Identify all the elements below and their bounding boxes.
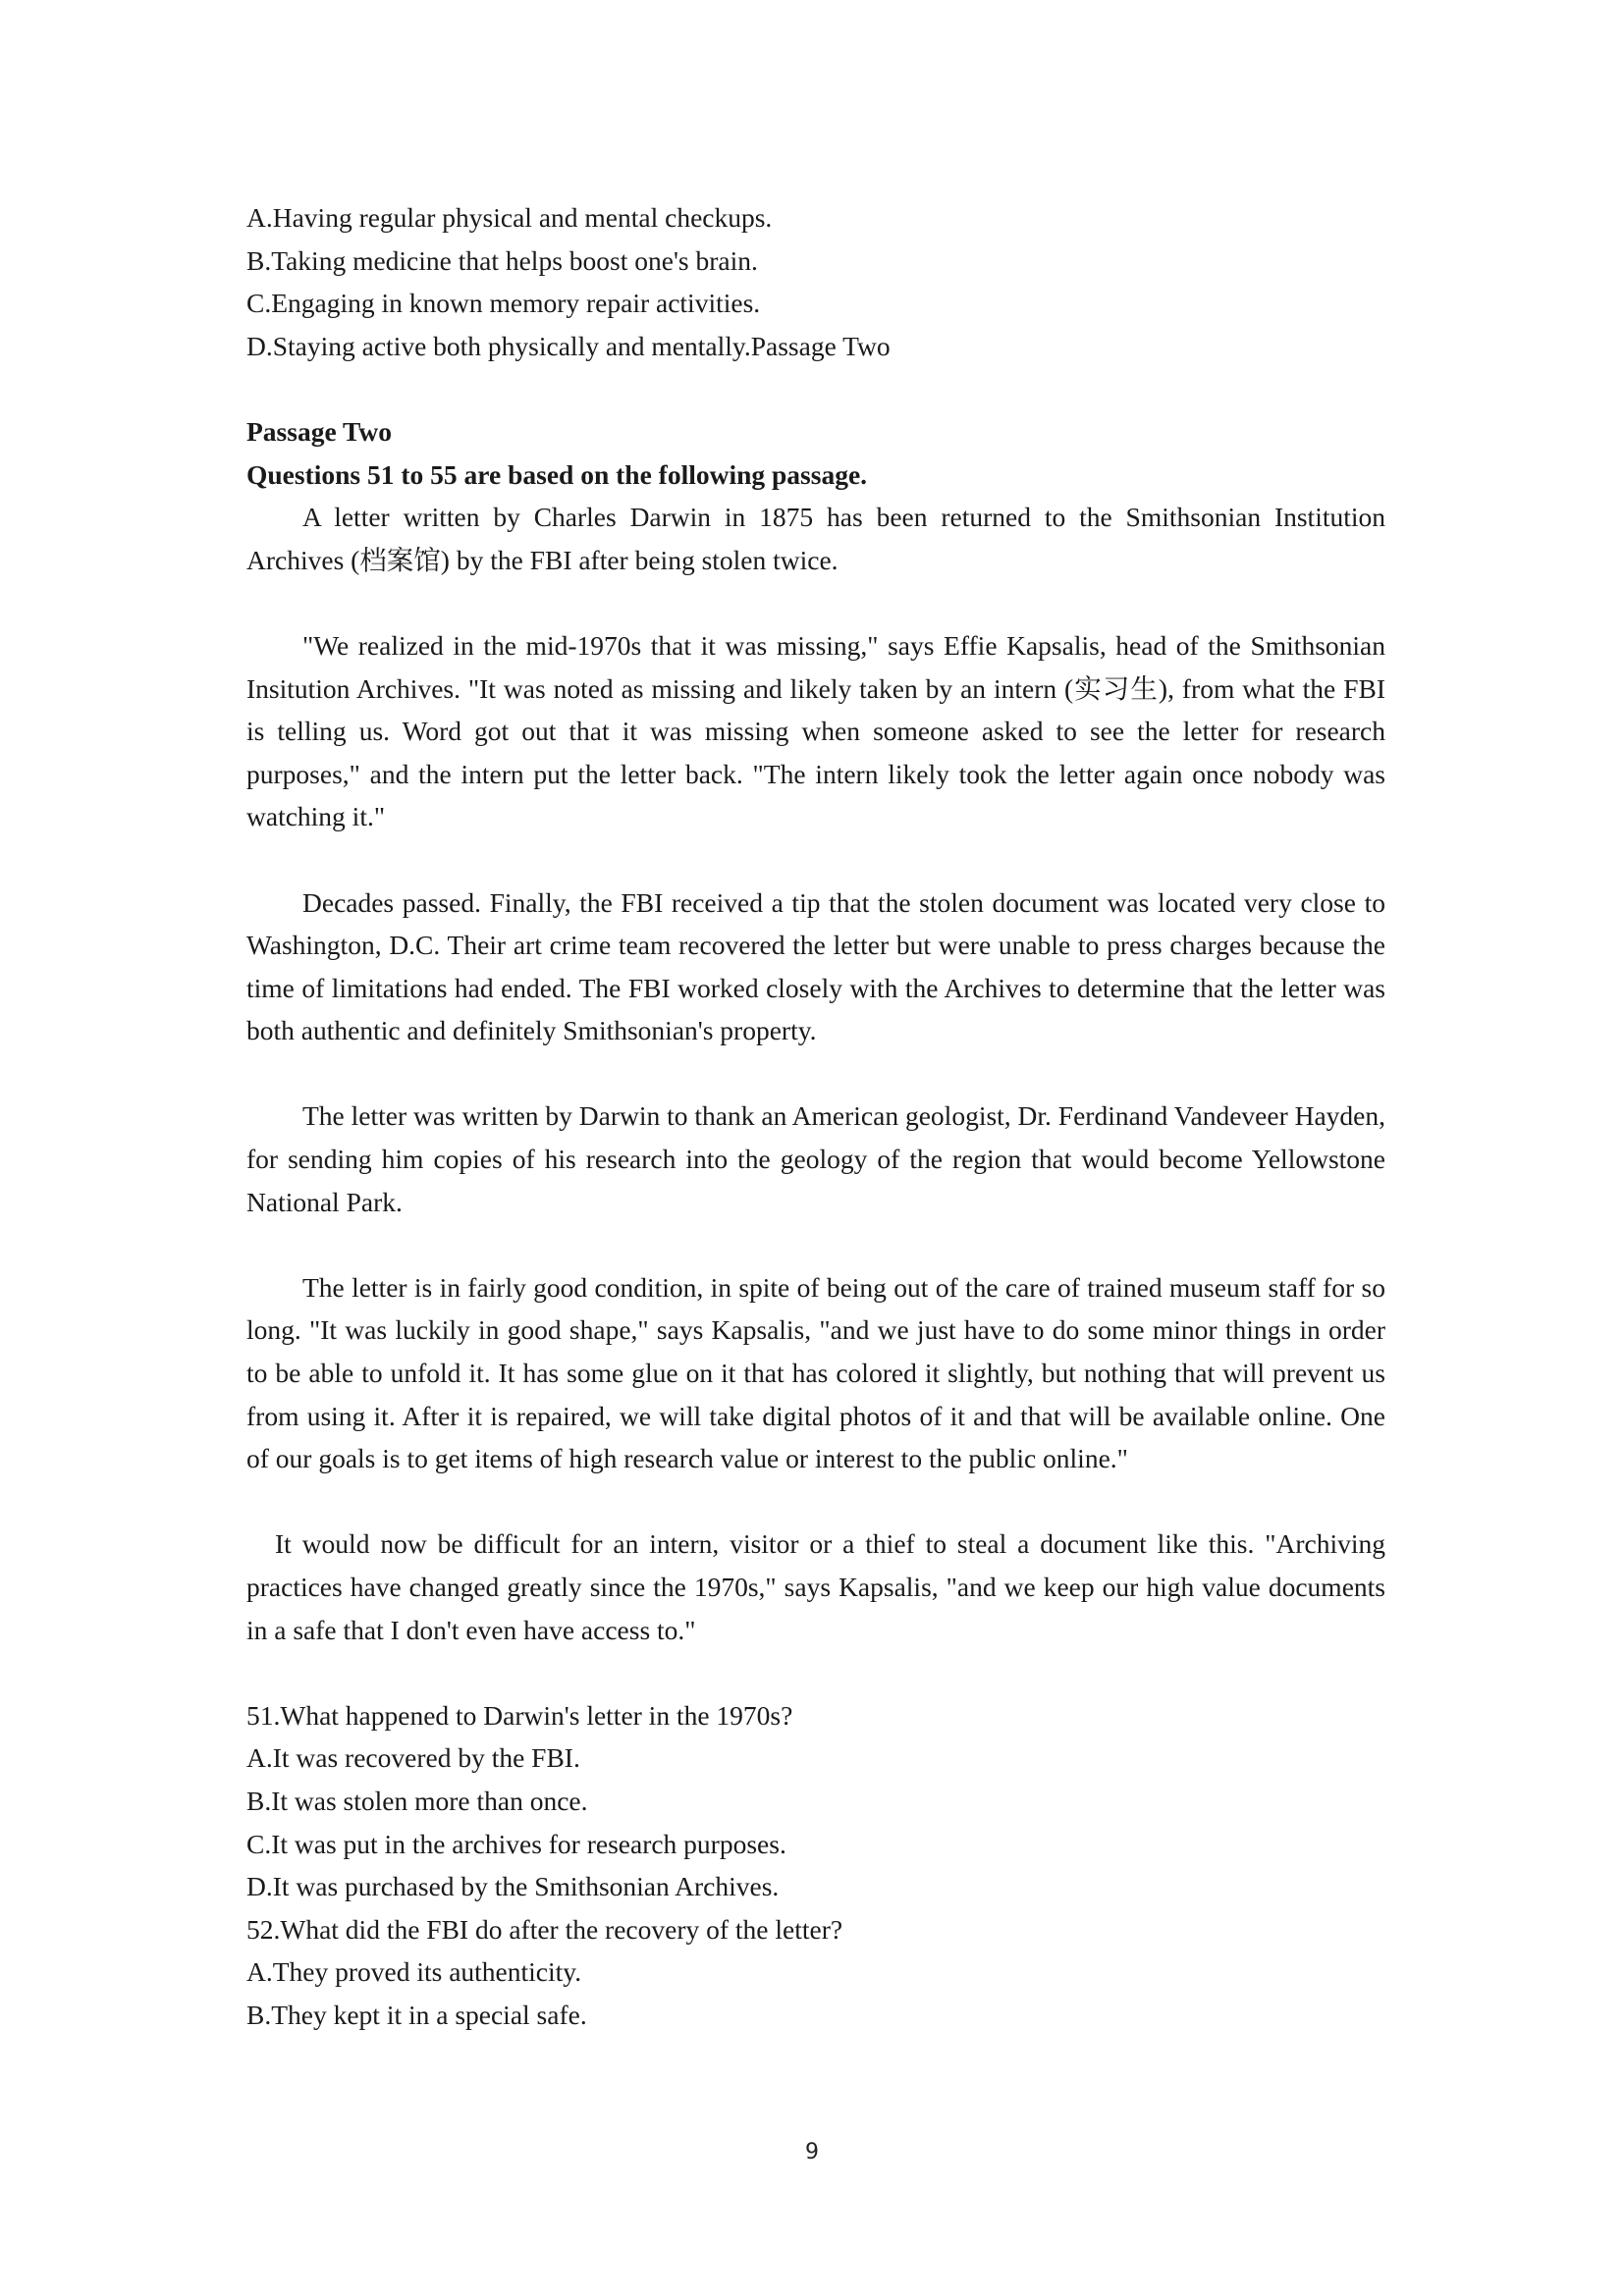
- passage-paragraph-4: The letter was written by Darwin to thank an American geologist, Dr. Ferdinand Vandeveer Hayden, for sending him copies of his research into the geology of the region that would become Yellowstone National Park.: [246, 1100, 1385, 1217]
- section-title: Passage Two: [246, 415, 392, 447]
- question-51: [246, 1694, 1385, 1908]
- section-instruction: Questions 51 to 55 are based on the following passage.: [246, 458, 868, 490]
- option-c: C.It was put in the archives for research purposes.: [246, 1828, 786, 1859]
- option-a: A.It was recovered by the FBI.: [246, 1742, 580, 1774]
- question-stem: 52.What did the FBI do after the recovery of the letter?: [246, 1913, 843, 1945]
- previous-question-options: [246, 196, 1385, 367]
- option-d: D.Staying active both physically and mentally.Passage Two: [246, 330, 891, 361]
- passage-paragraph-3: Decades passed. Finally, the FBI received a tip that the stolen document was located very close to Washington, D.C. Their art crime team recovered the letter but were unable to press charges because the time of limitations had ended. The FBI worked closely with the Archives to determine that the letter was both authentic and definitely Smithsonian's property.: [246, 886, 1385, 1046]
- page-number: 9: [805, 2140, 819, 2164]
- option-b: B.They kept it in a special safe.: [246, 1999, 587, 2030]
- option-c: C.Engaging in known memory repair activities.: [246, 288, 761, 319]
- option-b: B.It was stolen more than once.: [246, 1785, 588, 1816]
- passage-paragraph-1: A letter written by Charles Darwin in 1875 has been returned to the Smithsonian Institution Archives (档案馆) by the FBI after being stolen twice.: [246, 502, 1385, 575]
- passage-paragraph-6: It would now be difficult for an intern, visitor or a thief to steal a document like this. "Archiving practices have changed greatly since the 1970s," says Kapsalis, "and we keep our high value documents in a safe that I don't even have access to.": [246, 1528, 1385, 1645]
- option-a: A.Having regular physical and mental checkups.: [246, 202, 773, 233]
- option-b: B.Taking medicine that helps boost one's brain.: [246, 244, 758, 276]
- option-d: D.It was purchased by the Smithsonian Archives.: [246, 1871, 780, 1902]
- passage-paragraph-5: The letter is in fairly good condition, in spite of being out of the care of trained museum staff for so long. "It was luckily in good shape," says Kapsalis, "and we just have to do some minor things in order to be able to unfold it. It has some glue on it that has colored it slightly, but nothing that will prevent us from using it. After it is repaired, we will take digital photos of it and that will be available online. One of our goals is to get items of high research value or interest to the public online.": [246, 1271, 1385, 1474]
- passage-paragraph-2: "We realized in the mid-1970s that it was missing," says Effie Kapsalis, head of the Smithsonian Insitution Archives. "It was noted as missing and likely taken by an intern (实习生), from what the FBI is telling us. Word got out that it was missing when someone asked to see the letter for research purposes," and the intern put the letter back. "The intern likely took the letter again once nobody was watching it.": [246, 629, 1385, 832]
- question-52: [246, 1908, 1385, 2037]
- document-page: [246, 196, 1385, 2037]
- option-a: A.They proved its authenticity.: [246, 1956, 582, 1988]
- question-stem: 51.What happened to Darwin's letter in the 1970s?: [246, 1699, 793, 1731]
